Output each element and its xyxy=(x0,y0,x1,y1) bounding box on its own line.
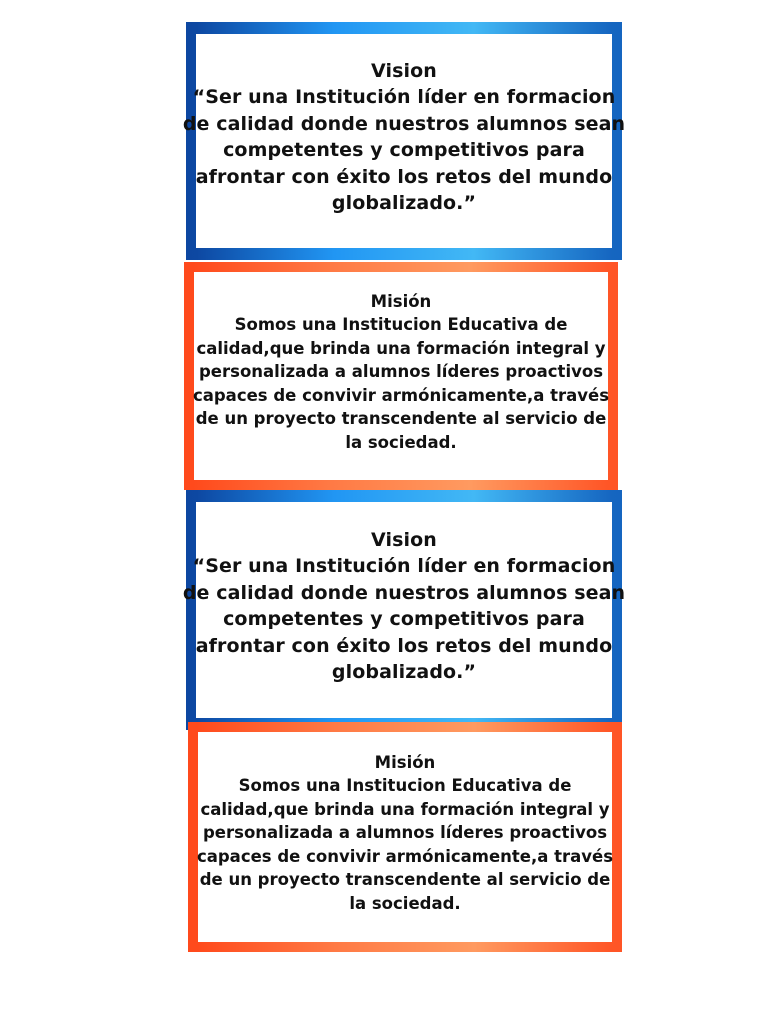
vision-line: “Ser una Institución líder en formacion xyxy=(192,555,616,577)
vision-card-content xyxy=(182,502,626,718)
mision-card-2 xyxy=(188,722,622,952)
mision-line: calidad,que brinda una formación integral y xyxy=(196,338,606,358)
mision-line: calidad,que brinda una formación integral y xyxy=(200,799,610,819)
vision-statement xyxy=(183,84,625,217)
mision-title: Misión xyxy=(370,291,432,311)
vision-line: afrontar con éxito los retos del mundo xyxy=(195,634,613,657)
vision-line: afrontar con éxito los retos del mundo xyxy=(195,165,613,188)
vision-line: “Ser una Institución líder en formacion xyxy=(192,86,616,108)
vision-card-content xyxy=(182,34,626,248)
mision-line: Somos una Institucion Educativa de xyxy=(238,776,572,796)
mision-card-1 xyxy=(184,262,618,490)
vision-line: de calidad donde nuestros alumnos sean xyxy=(182,581,626,604)
mision-line: la sociedad. xyxy=(345,432,457,452)
vision-line: globalizado.” xyxy=(331,661,477,683)
mision-card-content xyxy=(198,732,612,942)
vision-card-2 xyxy=(182,490,626,730)
vision-title: Vision xyxy=(371,59,437,82)
vision-statement xyxy=(183,553,625,686)
vision-card-1 xyxy=(182,22,626,260)
mision-line: de un proyecto transcendente al servicio de xyxy=(195,409,607,429)
mision-title: Misión xyxy=(374,752,436,772)
mision-line: capaces de convivir armónicamente,a través xyxy=(192,385,610,405)
vision-line: competentes y competitivos para xyxy=(223,139,585,161)
mision-line: Somos una Institucion Educativa de xyxy=(234,315,568,335)
mision-line: la sociedad. xyxy=(349,893,461,913)
vision-line: de calidad donde nuestros alumnos sean xyxy=(182,112,626,135)
mision-line: personalizada a alumnos líderes proactivos xyxy=(198,362,604,382)
mision-line: capaces de convivir armónicamente,a través xyxy=(196,846,614,866)
mision-line: de un proyecto transcendente al servicio de xyxy=(199,870,611,890)
vision-title: Vision xyxy=(371,528,437,551)
vision-line: globalizado.” xyxy=(331,192,477,214)
mision-line: personalizada a alumnos líderes proactivos xyxy=(202,823,608,843)
mision-statement xyxy=(197,774,613,915)
vision-line: competentes y competitivos para xyxy=(223,608,585,630)
mision-statement xyxy=(193,313,609,454)
mision-card-content xyxy=(194,272,608,480)
